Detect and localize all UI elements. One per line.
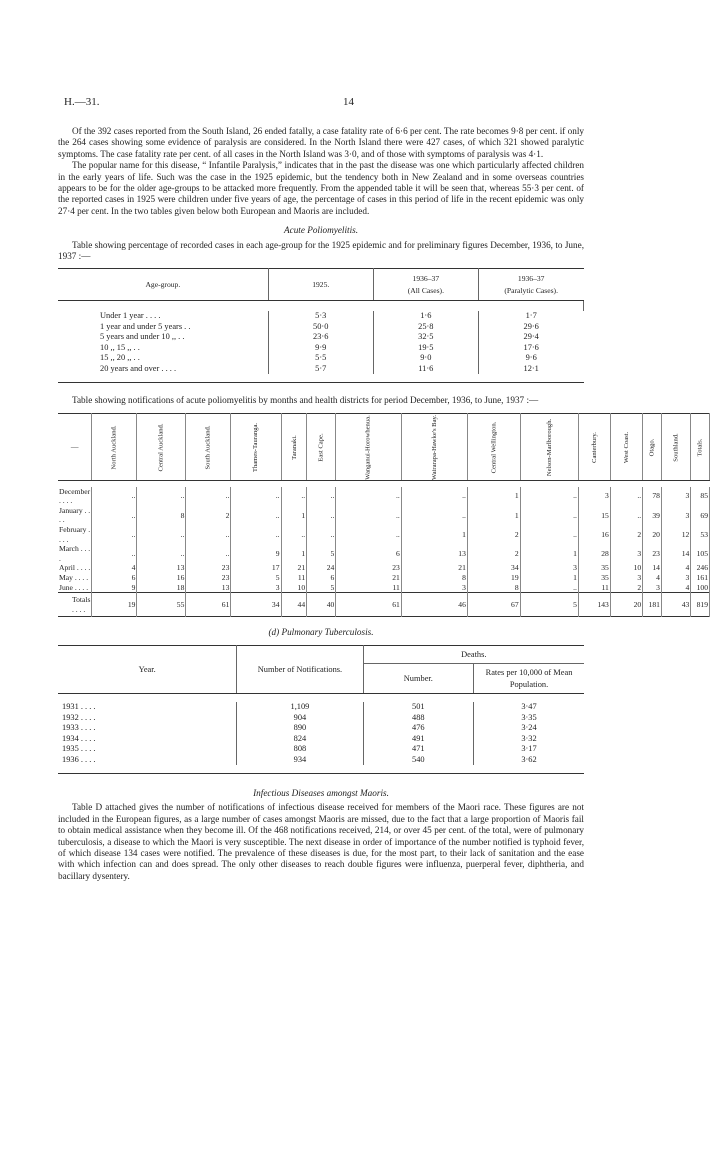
value-cell: 19·5 (373, 343, 478, 354)
count-cell: 20 (643, 525, 662, 544)
district-header-label: Thames-Tauranga. (252, 422, 260, 473)
table-row (58, 583, 710, 593)
year-1936-paralytic-sub: (Paralytic Cases). (504, 285, 558, 295)
count-cell: .. (186, 525, 231, 544)
count-cell: 9 (92, 583, 137, 593)
count-cell: 2 (467, 525, 520, 544)
age-cell: 15 ,, 20 ,, . . (58, 353, 268, 364)
value-cell: 5·5 (268, 353, 373, 364)
month-cell: March . . . . (59, 544, 91, 563)
count-cell: .. (307, 506, 336, 525)
count-cell: .. (92, 487, 137, 506)
district-header (231, 413, 281, 480)
district-header-label: Central Wellington. (490, 421, 498, 474)
count-cell: .. (137, 487, 186, 506)
age-cell: 1 year and under 5 years . . (58, 322, 268, 333)
count-cell: 17 (231, 563, 281, 573)
deaths-cell: 476 (363, 723, 473, 734)
table-row (58, 487, 710, 506)
count-cell: 5 (307, 583, 336, 593)
count-cell: 1 (281, 544, 307, 563)
count-cell: 11 (281, 573, 307, 583)
count-cell: 5 (231, 573, 281, 583)
count-cell: 15 (578, 506, 610, 525)
district-header (661, 413, 690, 480)
rates-header: Rates per 10,000 of Mean Population. (474, 664, 584, 694)
month-cell: December . . . . (59, 486, 91, 506)
value-cell: 25·8 (373, 322, 478, 333)
total-cell: 19 (92, 593, 137, 617)
notifications-cell: 904 (237, 713, 363, 724)
month-cell: April . . . . (59, 563, 91, 573)
count-cell: .. (281, 525, 307, 544)
totals-row (58, 593, 710, 617)
total-cell: 40 (307, 593, 336, 617)
count-cell: 1 (467, 487, 520, 506)
count-cell: 3 (610, 573, 642, 583)
year-1936-all-header (373, 269, 478, 301)
notifications-header: Number of Notifications. (237, 645, 363, 693)
table-row (58, 364, 584, 375)
count-cell: .. (520, 583, 578, 593)
count-cell: 3 (520, 563, 578, 573)
rate-cell: 3·17 (521, 744, 537, 754)
district-header (186, 413, 231, 480)
table-row (58, 332, 584, 343)
value-cell: 12·1 (523, 363, 539, 373)
deaths-cell: 540 (363, 755, 473, 766)
month-header: — (58, 413, 92, 480)
deaths-header: Deaths. (363, 645, 584, 663)
count-cell: 23 (186, 573, 231, 583)
total-cell: 143 (578, 593, 610, 617)
deaths-cell: 471 (363, 744, 473, 755)
count-cell: .. (336, 525, 401, 544)
notifications-cell: 824 (237, 734, 363, 745)
district-header-label: Canterbury. (590, 432, 598, 463)
count-cell: 35 (578, 573, 610, 583)
count-cell: 21 (336, 573, 401, 583)
district-header (578, 413, 610, 480)
age-cell: Under 1 year . . . . (58, 311, 268, 322)
district-header-label: South Auckland. (204, 425, 212, 470)
table-row (58, 322, 584, 333)
count-cell: 21 (281, 563, 307, 573)
count-cell: 6 (336, 544, 401, 563)
count-cell: 14 (643, 563, 662, 573)
count-cell: 3 (661, 506, 690, 525)
count-cell: 11 (578, 583, 610, 593)
table-row (58, 713, 584, 724)
month-cell: January . . . . (59, 505, 91, 525)
table-row (58, 744, 584, 755)
page-number: 14 (343, 96, 354, 108)
count-cell: 3 (401, 583, 467, 593)
section-title-acute-poliomyelitis: Acute Poliomyelitis. (284, 225, 358, 236)
table-row (58, 525, 710, 544)
count-cell: 4 (643, 573, 662, 583)
count-cell: .. (92, 506, 137, 525)
notifications-cell: 890 (237, 723, 363, 734)
district-header-label: Otago. (648, 438, 656, 457)
count-cell: 23 (186, 563, 231, 573)
district-header (691, 413, 710, 480)
district-header (520, 413, 578, 480)
count-cell: .. (336, 506, 401, 525)
year-1936-paralytic-label: 1936–37 (517, 274, 545, 284)
district-header (92, 413, 137, 480)
count-cell: 8 (467, 583, 520, 593)
count-cell: .. (401, 487, 467, 506)
district-header (401, 413, 467, 480)
total-cell: 43 (661, 593, 690, 617)
maori-paragraph: Table D attached gives the number of notifications of infectious disease received for members of the Maori race. These figures are not included in the European figures, as a large number of cases amongst Maoris are missed, due to the fact that a large proportion of Maoris fail to obtain medical assistance when they become ill. Of the 468 notifications received, 214, or over 45 per cent. of the total, were of pulmonary tuberculosis, a disease to which the Maori is very susceptible. The next disease in order of importance of the number notified is typhoid fever, of which disease 134 cases were notified. The prevalence of these diseases is due, for the most part, to their lack of sanitation and the ease with which infection can and does spread. The only other diseases to reach double figures were influenza, puerperal fever, diphtheria, and bacillary dysentery. (58, 802, 584, 881)
count-cell: 23 (643, 544, 662, 563)
intro-paragraph-2: The popular name for this disease, “ Infantile Paralysis,” indicates that in the past the disease was one which particularly affected children in the early years of life. Such was the case in the 1925 epidemic, but the tendency both in New Zealand and in some overseas countries appears to be for the older age-groups to be attacked more frequently. From the appended table it will be seen that, whereas 55·3 per cent. of the reported cases in 1925 were children under five years of age, the percentage of cases in this period of life in the recent epidemic was only 27·4 per cent. In the two tables given below both European and Maoris are included. (58, 160, 584, 216)
table-row (58, 544, 710, 563)
count-cell: .. (231, 487, 281, 506)
count-cell: .. (610, 487, 642, 506)
value-cell: 17·6 (523, 342, 539, 352)
count-cell: 4 (92, 563, 137, 573)
count-cell: 4 (661, 583, 690, 593)
district-header (610, 413, 642, 480)
count-cell: 10 (281, 583, 307, 593)
district-header-label: Totals. (696, 438, 704, 457)
count-cell: 13 (186, 583, 231, 593)
count-cell: .. (281, 487, 307, 506)
count-cell: .. (336, 487, 401, 506)
page-content (58, 126, 708, 882)
count-cell: 1 (467, 506, 520, 525)
total-cell: 181 (643, 593, 662, 617)
total-cell: 819 (691, 593, 710, 617)
count-cell: 21 (401, 563, 467, 573)
page-header-code: H.—31. (64, 96, 100, 108)
total-cell: 67 (467, 593, 520, 617)
total-cell: 5 (520, 593, 578, 617)
age-cell: 10 ,, 15 ,, . . (58, 343, 268, 354)
notifications-cell: 934 (237, 755, 363, 766)
rate-cell: 3·47 (521, 702, 537, 712)
total-cell: 44 (281, 593, 307, 617)
rate-cell: 3·62 (521, 754, 537, 764)
value-cell: 50·0 (268, 322, 373, 333)
section-title-pulmonary-tuberculosis: (d) Pulmonary Tuberculosis. (268, 627, 374, 638)
age-table-caption: Table showing percentage of recorded cases in each age-group for the 1925 epidemic and for preliminary figures December, 1936, to June, 1937 :— (58, 239, 584, 262)
value-cell: 32·5 (373, 332, 478, 343)
district-header-label: Nelson-Marlborough. (545, 418, 553, 477)
value-cell: 1·6 (373, 311, 478, 322)
count-cell: 2 (186, 506, 231, 525)
district-header-label: East Cape. (317, 433, 325, 462)
value-cell: 9·6 (525, 353, 537, 363)
count-cell: .. (92, 544, 137, 563)
count-cell: .. (231, 506, 281, 525)
notifications-cell: 808 (237, 744, 363, 755)
total-cell: 20 (610, 593, 642, 617)
count-cell: 69 (691, 506, 710, 525)
count-cell: 3 (661, 487, 690, 506)
count-cell: 6 (92, 573, 137, 583)
count-cell: 34 (467, 563, 520, 573)
count-cell: 28 (578, 544, 610, 563)
count-cell: 3 (643, 583, 662, 593)
year-cell: 1931 . . . . (58, 702, 237, 713)
year-cell: 1933 . . . . (58, 723, 237, 734)
year-1936-all-label: 1936–37 (412, 274, 440, 284)
value-cell: 9·9 (268, 343, 373, 354)
district-header (307, 413, 336, 480)
count-cell: 10 (610, 563, 642, 573)
month-cell: February . . . . (59, 525, 91, 544)
count-cell: 2 (467, 544, 520, 563)
rate-cell: 3·35 (521, 712, 537, 722)
district-header (336, 413, 401, 480)
count-cell: 3 (578, 487, 610, 506)
count-cell: 100 (691, 583, 710, 593)
count-cell: 246 (691, 563, 710, 573)
table-row (58, 573, 710, 583)
count-cell: 13 (137, 563, 186, 573)
rate-cell: 3·32 (521, 733, 537, 743)
table-row (58, 723, 584, 734)
district-header (643, 413, 662, 480)
age-group-header: Age-group. (58, 269, 268, 301)
value-cell: 9·0 (373, 353, 478, 364)
count-cell: 13 (401, 544, 467, 563)
table-row (58, 343, 584, 354)
count-cell: 16 (137, 573, 186, 583)
count-cell: 5 (307, 544, 336, 563)
section-title-maori-diseases: Infectious Diseases amongst Maoris. (253, 788, 389, 799)
deaths-number-header: Number. (363, 664, 473, 694)
notifications-cell: 1,109 (237, 702, 363, 713)
year-cell: 1936 . . . . (58, 755, 237, 766)
year-cell: 1935 . . . . (58, 744, 237, 755)
count-cell: 1 (520, 573, 578, 583)
district-header-label: Wairarapa-Hawke's Bay. (430, 414, 438, 481)
count-cell: 35 (578, 563, 610, 573)
count-cell: 78 (643, 487, 662, 506)
table-row (58, 702, 584, 713)
count-cell: 2 (610, 583, 642, 593)
deaths-cell: 501 (363, 702, 473, 713)
total-cell: 61 (186, 593, 231, 617)
count-cell: .. (186, 487, 231, 506)
value-cell: 5·3 (268, 311, 373, 322)
district-header-label: North Auckland. (110, 425, 118, 470)
district-table (58, 413, 710, 618)
count-cell: 85 (691, 487, 710, 506)
count-cell: 39 (643, 506, 662, 525)
age-cell: 20 years and over . . . . (58, 364, 268, 375)
count-cell: 4 (661, 563, 690, 573)
count-cell: 24 (307, 563, 336, 573)
count-cell: 9 (231, 544, 281, 563)
tuberculosis-table (58, 645, 584, 774)
district-header (137, 413, 186, 480)
table-row (58, 755, 584, 766)
count-cell: 8 (137, 506, 186, 525)
count-cell: 1 (520, 544, 578, 563)
count-cell: .. (520, 525, 578, 544)
count-cell: .. (92, 525, 137, 544)
count-cell: .. (137, 525, 186, 544)
count-cell: .. (520, 487, 578, 506)
count-cell: 3 (231, 583, 281, 593)
district-header-label: Southland. (672, 433, 680, 462)
table-row (58, 311, 584, 322)
count-cell: .. (401, 506, 467, 525)
count-cell: 6 (307, 573, 336, 583)
district-table-caption: Table showing notifications of acute poliomyelitis by months and health districts for period December, 1936, to June, 1937 :— (72, 395, 539, 406)
total-cell: 34 (231, 593, 281, 617)
total-cell: 55 (137, 593, 186, 617)
table-row (58, 506, 710, 525)
count-cell: 11 (336, 583, 401, 593)
count-cell: .. (186, 544, 231, 563)
year-header: Year. (58, 645, 237, 693)
month-cell: June . . . . (58, 583, 92, 593)
table-row (58, 353, 584, 364)
count-cell: 19 (467, 573, 520, 583)
table-row (58, 734, 584, 745)
count-cell: 1 (401, 525, 467, 544)
table-row (58, 563, 710, 573)
district-header-label: Taranaki. (290, 435, 298, 460)
intro-paragraph-1: Of the 392 cases reported from the South Island, 26 ended fatally, a case fatality rate of 6·6 per cent. The rate becomes 9·8 per cent. if only the 264 cases showing some evidence of paralysis are considered. In the North Island there were 427 cases, of which 321 showed paralytic symptoms. The case fatality rate per cent. of all cases in the North Island was 3·0, and of those with symptoms of paralysis was 4·1. (58, 126, 584, 159)
count-cell: .. (137, 544, 186, 563)
count-cell: .. (231, 525, 281, 544)
month-cell: May . . . . (58, 573, 92, 583)
count-cell: 161 (691, 573, 710, 583)
value-cell: 11·6 (373, 364, 478, 375)
count-cell: .. (610, 506, 642, 525)
year-1936-all-sub: (All Cases). (407, 285, 444, 295)
count-cell: .. (307, 525, 336, 544)
year-cell: 1934 . . . . (58, 734, 237, 745)
count-cell: 18 (137, 583, 186, 593)
value-cell: 23·6 (268, 332, 373, 343)
age-group-table (58, 268, 584, 383)
count-cell: 105 (691, 544, 710, 563)
count-cell: 1 (281, 506, 307, 525)
count-cell: 2 (610, 525, 642, 544)
district-header-label: Wanganui-Horowhenua. (365, 415, 373, 480)
total-cell: 61 (336, 593, 401, 617)
count-cell: 16 (578, 525, 610, 544)
count-cell: .. (307, 487, 336, 506)
count-cell: 23 (336, 563, 401, 573)
year-1925-header: 1925. (268, 269, 373, 301)
district-header-label: Central Auckland. (157, 423, 165, 472)
deaths-cell: 491 (363, 734, 473, 745)
count-cell: .. (520, 506, 578, 525)
count-cell: 3 (610, 544, 642, 563)
district-header (281, 413, 307, 480)
district-header (467, 413, 520, 480)
count-cell: 12 (661, 525, 690, 544)
count-cell: 14 (661, 544, 690, 563)
year-1936-paralytic-header (478, 269, 583, 301)
count-cell: 53 (691, 525, 710, 544)
district-header-label: West Coast. (623, 431, 630, 464)
age-cell: 5 years and under 10 ,, . . (58, 332, 268, 343)
value-cell: 29·6 (523, 321, 539, 331)
value-cell: 1·7 (525, 311, 537, 321)
count-cell: 8 (401, 573, 467, 583)
total-cell: 46 (401, 593, 467, 617)
deaths-cell: 488 (363, 713, 473, 724)
totals-label: Totals . . . . (58, 593, 92, 617)
rate-cell: 3·24 (521, 723, 537, 733)
value-cell: 5·7 (268, 364, 373, 375)
count-cell: 3 (661, 573, 690, 583)
value-cell: 29·4 (523, 332, 539, 342)
year-cell: 1932 . . . . (58, 713, 237, 724)
